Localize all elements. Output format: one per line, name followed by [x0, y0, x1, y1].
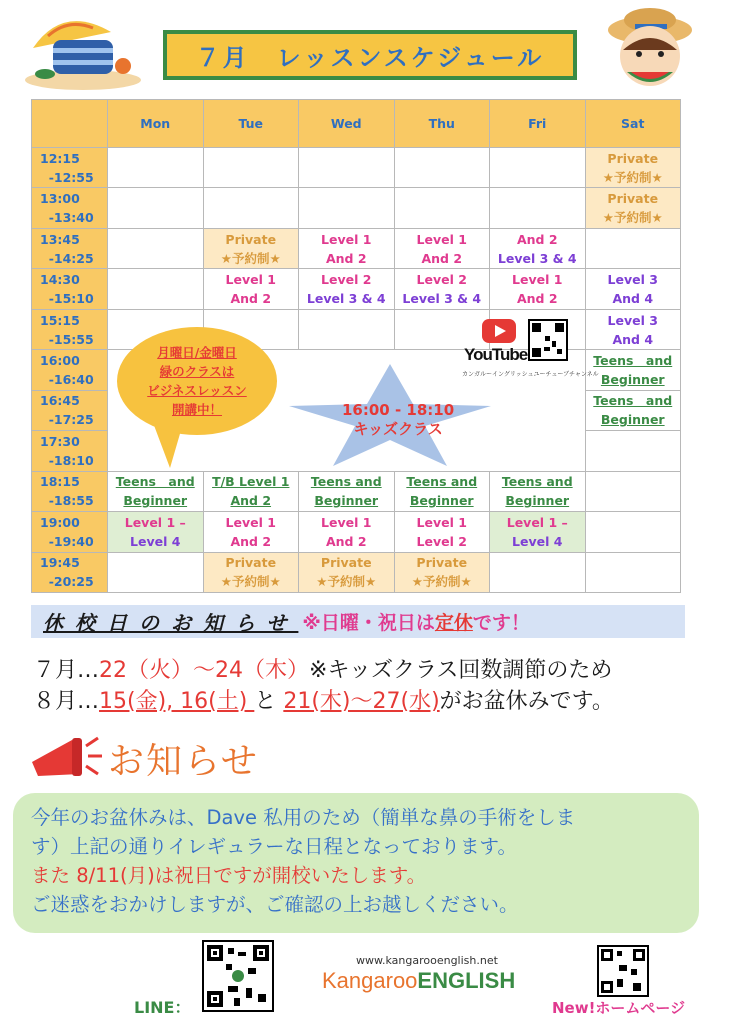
- table-row: [32, 471, 681, 511]
- lesson-cell-teens: Teens and Beginner: [108, 471, 204, 511]
- corner-cell: [32, 100, 108, 148]
- news-line: また 8/11(月)は祝日ですが開校いたします。: [31, 864, 427, 887]
- lesson-cell: Level 1 Level 2: [394, 512, 490, 552]
- time-cell: 18:15 -18:55: [32, 471, 108, 511]
- lesson-cell-business: Level 1 – Level 4: [108, 512, 204, 552]
- brand-logo: KangarooENGLISH: [322, 968, 516, 993]
- lesson-cell: Level 1 And 2: [490, 269, 586, 309]
- august-holiday-line: ８月…15(金), 16(土) と 21(木)～27(水)がお盆休みです。: [33, 689, 614, 714]
- kids-class-label: 16:00 - 18:10 キッズクラス: [342, 401, 455, 438]
- lesson-cell-private: Private ★予約制★: [203, 552, 299, 592]
- page-title: ７月 レッスンスケジュール: [163, 30, 577, 80]
- news-heading: お知らせ: [108, 741, 259, 782]
- table-row: [32, 269, 681, 309]
- lesson-cell-teens: Teens and Beginner: [585, 350, 681, 390]
- lesson-cell-private: Private ★予約制★: [203, 228, 299, 268]
- time-cell: 13:45 -14:25: [32, 228, 108, 268]
- lesson-cell: Level 1 And 2: [299, 512, 395, 552]
- time-cell: 19:00 -19:40: [32, 512, 108, 552]
- holiday-notice: [31, 605, 685, 638]
- table-row: [32, 228, 681, 268]
- line-label: LINE：: [134, 998, 191, 1017]
- lesson-cell-teens: Teens and Beginner: [299, 471, 395, 511]
- time-cell: 13:00 -13:40: [32, 188, 108, 228]
- youtube-qr-code[interactable]: [528, 319, 568, 361]
- time-cell: 17:30 -18:10: [32, 431, 108, 471]
- homepage-qr-code[interactable]: [597, 945, 649, 997]
- table-row: [32, 512, 681, 552]
- beach-illustration: [23, 8, 143, 90]
- time-cell: 15:15 -15:55: [32, 309, 108, 349]
- news-line: す）上記の通りイレギュラーな日程となっております。: [31, 835, 517, 858]
- time-cell: 19:45 -20:25: [32, 552, 108, 592]
- youtube-play-icon: [482, 319, 516, 343]
- megaphone-icon: [28, 732, 104, 782]
- lesson-cell-private: Private ★予約制★: [585, 188, 681, 228]
- lesson-cell: Level 3 And 4: [585, 309, 681, 349]
- day-header-fri: Fri: [490, 100, 586, 148]
- table-row: [32, 309, 681, 349]
- day-header-tue: Tue: [203, 100, 299, 148]
- youtube-promo[interactable]: [462, 319, 599, 394]
- july-holiday-line: ７月…22（火）～24（木）※キッズクラス回数調節のため: [33, 658, 613, 683]
- lesson-cell-teens: Teens and Beginner: [394, 471, 490, 511]
- business-lesson-bubble: 月曜日/金曜日 緑のクラスは ビジネスレッスン 開講中！: [117, 327, 277, 435]
- youtube-logo-text: YouTube: [464, 345, 528, 364]
- homepage-label[interactable]: New!ホームページ: [552, 999, 686, 1017]
- lesson-cell-business: Level 1 – Level 4: [490, 512, 586, 552]
- lesson-schedule-table: [31, 99, 681, 593]
- lesson-cell: Level 1 And 2: [203, 512, 299, 552]
- kid-watermelon-illustration: [605, 6, 695, 94]
- lesson-cell: Level 2 Level 3 & 4: [299, 269, 395, 309]
- lesson-cell: Level 1 And 2: [203, 269, 299, 309]
- youtube-caption: カンガルーイングリッシュユーチューブチャンネル: [462, 371, 599, 378]
- website-url[interactable]: www.kangarooenglish.net: [356, 954, 498, 967]
- lesson-cell: T/B Level 1 And 2: [203, 471, 299, 511]
- lesson-cell: Level 1 And 2: [299, 228, 395, 268]
- day-header-row: [32, 100, 681, 148]
- news-box: [13, 793, 699, 933]
- time-cell: 16:00 -16:40: [32, 350, 108, 390]
- lesson-cell-teens: Teens and Beginner: [490, 471, 586, 511]
- news-line: ご迷惑をおかけしますが、ご確認の上お越しください。: [31, 893, 519, 916]
- news-line: 今年のお盆休みは、Dave 私用のため（簡単な鼻の手術をしま: [31, 806, 576, 829]
- lesson-cell-private: Private ★予約制★: [585, 148, 681, 188]
- table-row: [32, 148, 681, 188]
- day-header-sat: Sat: [585, 100, 681, 148]
- lesson-cell: And 2 Level 3 & 4: [490, 228, 586, 268]
- holiday-heading: 休校日のお知らせ: [43, 611, 299, 635]
- day-header-wed: Wed: [299, 100, 395, 148]
- day-header-thu: Thu: [394, 100, 490, 148]
- lesson-cell: Level 1 And 2: [394, 228, 490, 268]
- lesson-cell: Level 3 And 4: [585, 269, 681, 309]
- table-row: [32, 552, 681, 592]
- table-row: [32, 188, 681, 228]
- holiday-note-em: 定休: [434, 612, 473, 634]
- time-cell: 14:30 -15:10: [32, 269, 108, 309]
- lesson-cell-private: Private ★予約制★: [394, 552, 490, 592]
- lesson-cell: Level 2 Level 3 & 4: [394, 269, 490, 309]
- day-header-mon: Mon: [108, 100, 204, 148]
- line-qr-code[interactable]: [202, 940, 274, 1012]
- holiday-note-pre: ※日曜・祝日は: [302, 612, 435, 634]
- lesson-cell-private: Private ★予約制★: [299, 552, 395, 592]
- time-cell: 12:15 -12:55: [32, 148, 108, 188]
- time-cell: 16:45 -17:25: [32, 390, 108, 430]
- lesson-cell-teens: Teens and Beginner: [585, 390, 681, 430]
- holiday-note-post: です！: [472, 612, 530, 634]
